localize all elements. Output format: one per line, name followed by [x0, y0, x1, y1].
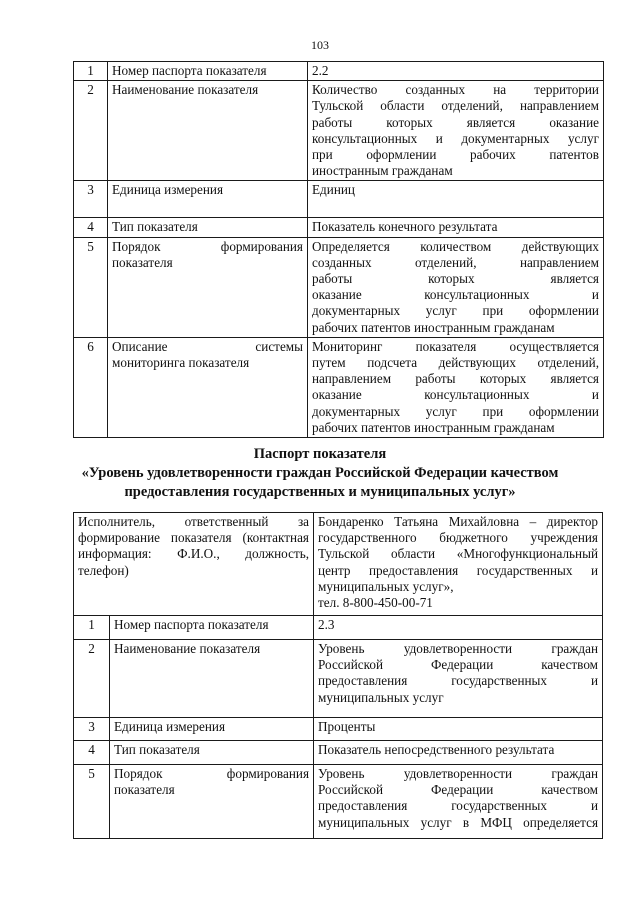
row-value: Показатель непосредственного результата — [314, 741, 603, 765]
label-line: телефон) — [78, 562, 129, 578]
value-line: иностранным гражданам — [312, 163, 453, 179]
table-row — [74, 218, 604, 237]
value-line: государственного бюджетного учреждения — [318, 530, 599, 546]
table-row — [74, 237, 604, 337]
table-row — [74, 181, 604, 218]
label-line: формирование показателя (контактная — [78, 530, 310, 546]
value-line: работы которых является — [312, 271, 599, 287]
row-number: 4 — [74, 741, 110, 765]
row-label: Тип показателя — [110, 741, 314, 765]
label-line: мониторинга показателя — [112, 355, 250, 371]
value-line: Уровень удовлетворенности граждан — [318, 766, 599, 781]
row-value: Проценты — [314, 718, 603, 741]
row-label — [108, 237, 308, 337]
row-value — [314, 765, 603, 839]
row-label: Единица измерения — [110, 718, 314, 741]
value-line: Бондаренко Татьяна Михайловна – директор — [318, 514, 599, 529]
passport-subtitle-line: «Уровень удовлетворенности граждан Российской Федерации качеством — [81, 465, 559, 481]
value-line: направлением работы которых является — [312, 371, 599, 387]
label-line: Порядок формирования — [112, 238, 303, 254]
value-line: оказание консультационных и — [312, 387, 599, 403]
value-line: центр предоставления государственных и — [318, 562, 599, 578]
row-value — [314, 640, 603, 718]
table-row — [74, 81, 604, 181]
value-line: рабочих патентов иностранным гражданам — [312, 319, 555, 335]
value-line: Тульской области отделений, направлением — [312, 98, 599, 114]
executor-value — [314, 513, 603, 616]
row-value — [308, 237, 604, 337]
value-line: Российской Федерации качеством — [318, 657, 599, 673]
passport-title: Паспорт показателя — [253, 446, 387, 462]
label-line: Порядок формирования — [114, 766, 310, 781]
value-line: Российской Федерации качеством — [318, 782, 599, 798]
value-line: рабочих патентов иностранным гражданам — [312, 419, 555, 435]
row-number: 2 — [74, 640, 110, 718]
passport-table-2-2 — [73, 61, 604, 438]
table-row-executor — [74, 513, 603, 616]
value-line: Определяется количеством действующих — [312, 238, 599, 254]
value-line: документарных услуг при оформлении — [312, 403, 599, 419]
row-label: Номер паспорта показателя — [110, 616, 314, 640]
label-line: Описание системы — [112, 338, 303, 354]
row-label: Единица измерения — [108, 181, 308, 218]
page-number: 103 — [311, 38, 329, 52]
value-line: документарных услуг при оформлении — [312, 303, 599, 319]
row-label: Наименование показателя — [110, 640, 314, 718]
value-line: консультационных и документарных услуг — [312, 130, 599, 146]
row-number: 3 — [74, 718, 110, 741]
value-line: предоставления государственных и — [318, 673, 599, 689]
row-value: Показатель конечного результата — [308, 218, 604, 237]
row-number: 6 — [74, 337, 108, 437]
value-line: работы которых является оказание — [312, 114, 599, 130]
value-line: Количество созданных на территории — [312, 82, 599, 98]
label-line: показателя — [114, 782, 175, 798]
table-row — [74, 62, 604, 81]
passport-subtitle-line: предоставления государственных и муниципальных услуг» — [124, 484, 516, 500]
row-number: 1 — [74, 616, 110, 640]
label-line: Исполнитель, ответственный за — [78, 514, 310, 529]
row-label: Тип показателя — [108, 218, 308, 237]
value-line: Уровень удовлетворенности граждан — [318, 641, 599, 656]
value-line: оказание консультационных и — [312, 287, 599, 303]
row-label: Наименование показателя — [108, 81, 308, 181]
row-number: 5 — [74, 237, 108, 337]
table-row — [74, 765, 603, 839]
table-row — [74, 337, 604, 437]
value-line: муниципальных услуг — [318, 689, 444, 705]
row-label — [110, 765, 314, 839]
value-line: муниципальных услуг в МФЦ определяется — [318, 814, 599, 830]
row-number: 2 — [74, 81, 108, 181]
row-number: 4 — [74, 218, 108, 237]
row-value — [308, 81, 604, 181]
row-number: 3 — [74, 181, 108, 218]
row-label: Номер паспорта показателя — [108, 62, 308, 81]
row-number: 1 — [74, 62, 108, 81]
value-line: путем подсчета действующих отделений, — [312, 355, 599, 371]
table-row — [74, 741, 603, 765]
value-line: Мониторинг показателя осуществляется — [312, 338, 599, 354]
passport-table-2-3 — [73, 512, 603, 839]
label-line: информация: Ф.И.О., должность, — [78, 546, 310, 562]
value-line: муниципальных услуг», — [318, 578, 454, 594]
row-value — [308, 337, 604, 437]
row-value: Единиц — [308, 181, 604, 218]
row-value: 2.2 — [308, 62, 604, 81]
value-line: созданных отделений, направлением — [312, 254, 599, 270]
value-line: Тульской области «Многофункциональный — [318, 546, 599, 562]
executor-label — [74, 513, 314, 616]
row-value: 2.3 — [314, 616, 603, 640]
row-number: 5 — [74, 765, 110, 839]
value-line: тел. 8-800-450-00-71 — [318, 595, 433, 611]
table-row — [74, 640, 603, 718]
table-row — [74, 616, 603, 640]
table-row — [74, 718, 603, 741]
value-line: при оформлении рабочих патентов — [312, 147, 599, 163]
row-label — [108, 337, 308, 437]
label-line: показателя — [112, 254, 173, 270]
value-line: предоставления государственных и — [318, 798, 599, 814]
